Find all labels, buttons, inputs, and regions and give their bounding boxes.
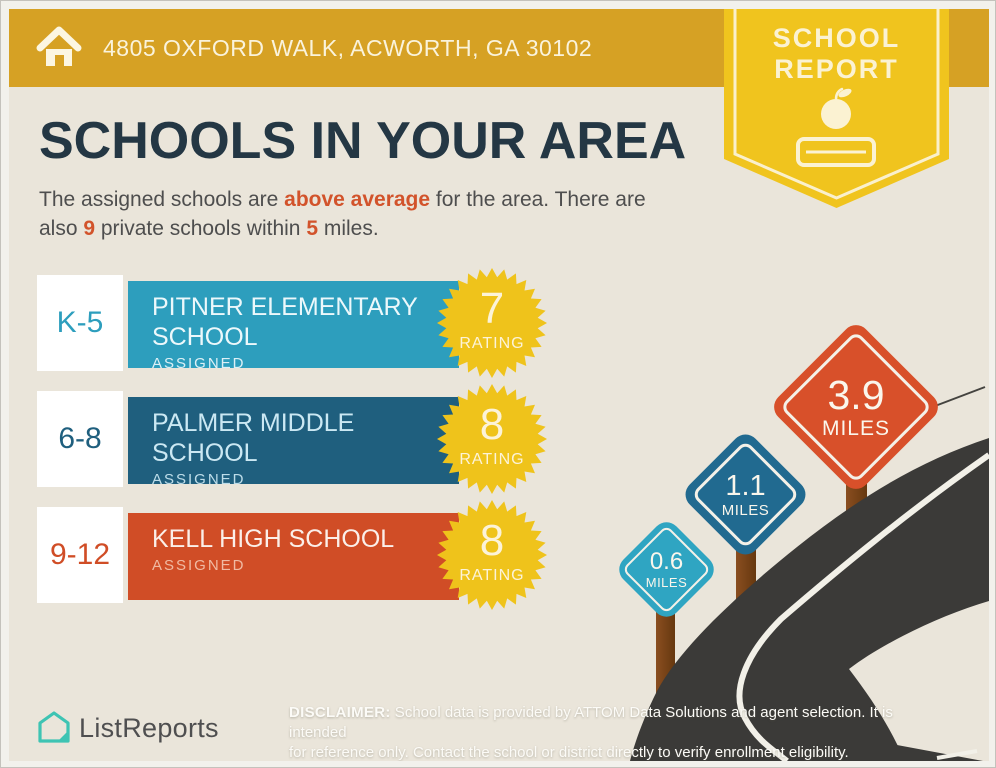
grade-range-badge: 9-12 (37, 507, 123, 603)
distance-unit: MILES (645, 575, 688, 590)
distance-value: 3.9 (827, 372, 885, 418)
distance-value: 0.6 (649, 548, 684, 575)
subtitle-text: The assigned schools are (39, 188, 285, 211)
listreports-wordmark: ListReports (79, 712, 219, 743)
school-name: PITNER ELEMENTARY SCHOOL (152, 293, 418, 351)
school-row-elementary (37, 275, 577, 371)
distance-unit: MILES (821, 417, 891, 440)
content-area (9, 9, 989, 761)
school-report-ribbon (724, 9, 949, 211)
rating-value: 8 (479, 400, 505, 449)
school-bar (128, 397, 459, 488)
school-name: PALMER MIDDLE SCHOOL (152, 409, 355, 467)
school-row-high (37, 507, 577, 603)
assigned-label: ASSIGNED (152, 471, 246, 488)
school-bar (128, 513, 459, 600)
home-icon (35, 23, 83, 71)
rating-starburst (437, 268, 547, 378)
rating-value: 7 (479, 284, 505, 333)
rating-label: RATING (459, 567, 525, 584)
school-name: KELL HIGH SCHOOL (152, 525, 395, 553)
listreports-house-icon (37, 710, 71, 746)
rating-starburst (437, 500, 547, 610)
rating-label: RATING (459, 451, 525, 468)
rating-value: 8 (479, 516, 505, 565)
listreports-logo (37, 707, 219, 749)
assigned-label: ASSIGNED (152, 557, 246, 574)
subtitle-highlight-miles: 5 (306, 217, 318, 240)
rating-label: RATING (459, 335, 525, 352)
grade-range-badge: K-5 (37, 275, 123, 371)
subtitle: The assigned schools are above average for the area. There are also 9 private schools within 5 miles. (39, 188, 646, 240)
property-address: 4805 OXFORD WALK, ACWORTH, GA 30102 (103, 34, 593, 61)
subtitle-highlight-average: above average (284, 188, 431, 211)
distance-value: 1.1 (725, 469, 766, 502)
assigned-label: ASSIGNED (152, 355, 246, 372)
rating-starburst (437, 384, 547, 494)
distance-unit: MILES (721, 501, 770, 519)
report-badge-line1: SCHOOL (772, 23, 901, 53)
school-bar (128, 281, 459, 372)
disclaimer-label: DISCLAIMER: (289, 704, 391, 721)
page-title: SCHOOLS IN YOUR AREA (39, 112, 687, 170)
disclaimer: DISCLAIMER: School data is provided by ATTOM Data Solutions and agent selection. It is intended for reference only. Contact the school or district directly to verify enrollment eligibility. (289, 704, 893, 761)
grade-range-badge: 6-8 (37, 391, 123, 487)
subtitle-highlight-count: 9 (83, 217, 96, 240)
distance-sign-0-6-miles (629, 532, 704, 607)
distance-sign-3-9-miles (794, 345, 918, 469)
school-row-middle (37, 391, 577, 487)
report-badge-line2: REPORT (774, 54, 899, 84)
distance-sign-1-1-miles (699, 448, 792, 541)
